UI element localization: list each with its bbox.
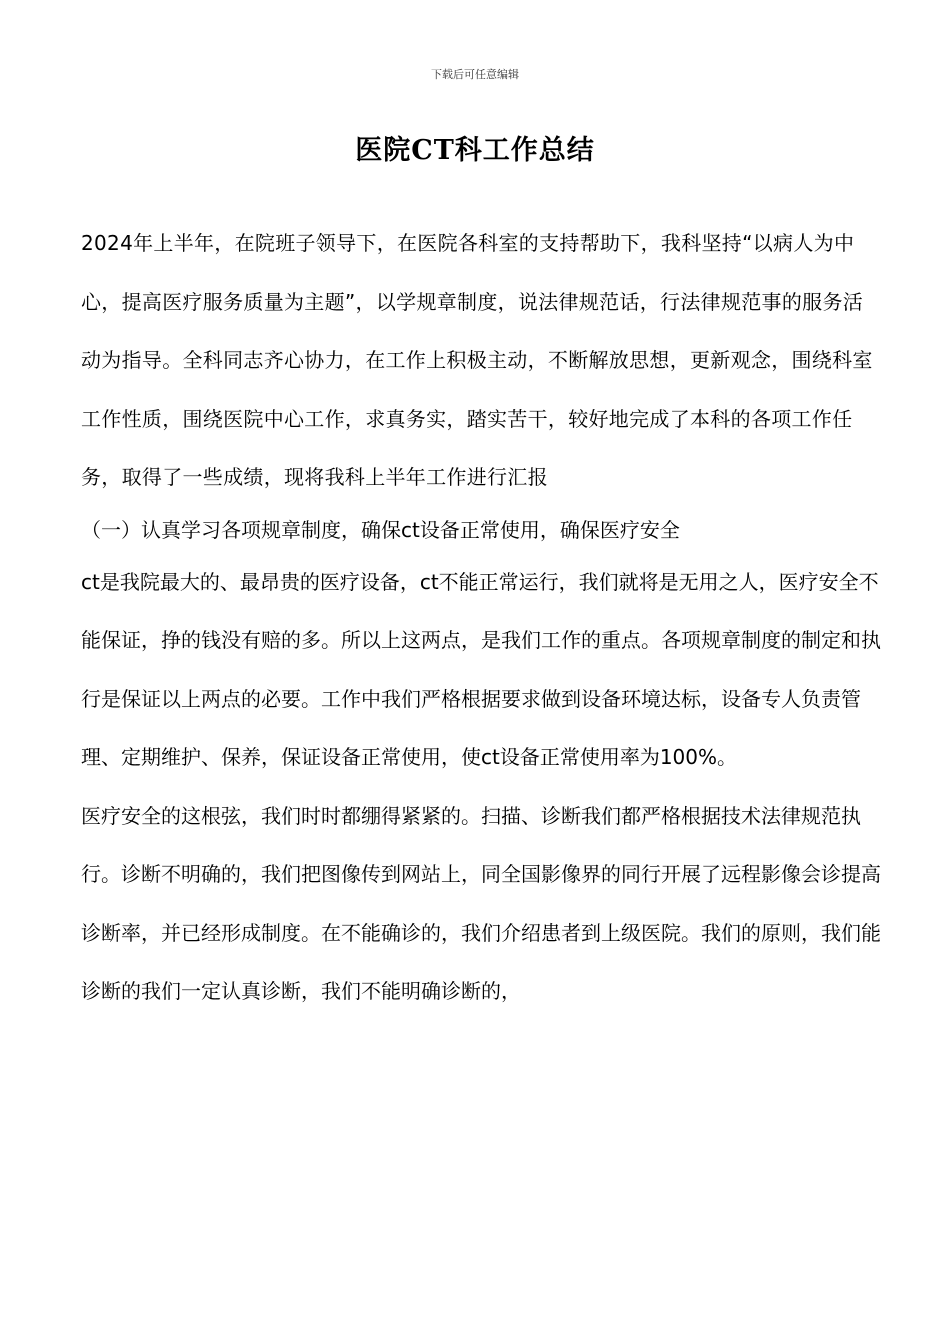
section-heading-1: （一）认真学习各项规章制度，确保ct设备正常使用，确保医疗安全 (81, 517, 680, 542)
paragraph-intro: 2024年上半年，在院班子领导下，在医院各科室的支持帮助下，我科坚持“以病人为中心，提高医疗服务质量为主题”，以学规章制度，说法律规范话，行法律规范事的服务活动为指导。全科同志齐心协力，在工作上积极主动，不断解放思想，更新观念，围绕科室工作性质，围绕医院中心工作，求真务实，踏实苦干，较好地完成了本科的各项工作任务，取得了一些成绩，现将我科上半年工作进行汇报 (81, 231, 873, 489)
header-note: 下载后可任意编辑 (431, 68, 519, 81)
document-title: 医院CT科工作总结 (355, 135, 595, 166)
paragraph-ct-equipment: ct是我院最大的、最昂贵的医疗设备，ct不能正常运行，我们就将是无用之人，医疗安全不能保证，挣的钱没有赔的多。所以上这两点，是我们工作的重点。各项规章制度的制定和执行是保证以上两点的必要。工作中我们严格根据要求做到设备环境达标，设备专人负责管理、定期维护、保养，保证设备正常使用，使ct设备正常使用率为100%。 (81, 569, 881, 769)
paragraph-medical-safety: 医疗安全的这根弦，我们时时都绷得紧紧的。扫描、诊断我们都严格根据技术法律规范执行。诊断不明确的，我们把图像传到网站上，同全国影像界的同行开展了远程影像会诊提高诊断率，并已经形成制度。在不能确诊的，我们介绍患者到上级医院。我们的原则，我们能诊断的我们一定认真诊断，我们不能明确诊断的， (81, 803, 881, 1003)
document-body (81, 214, 881, 1021)
